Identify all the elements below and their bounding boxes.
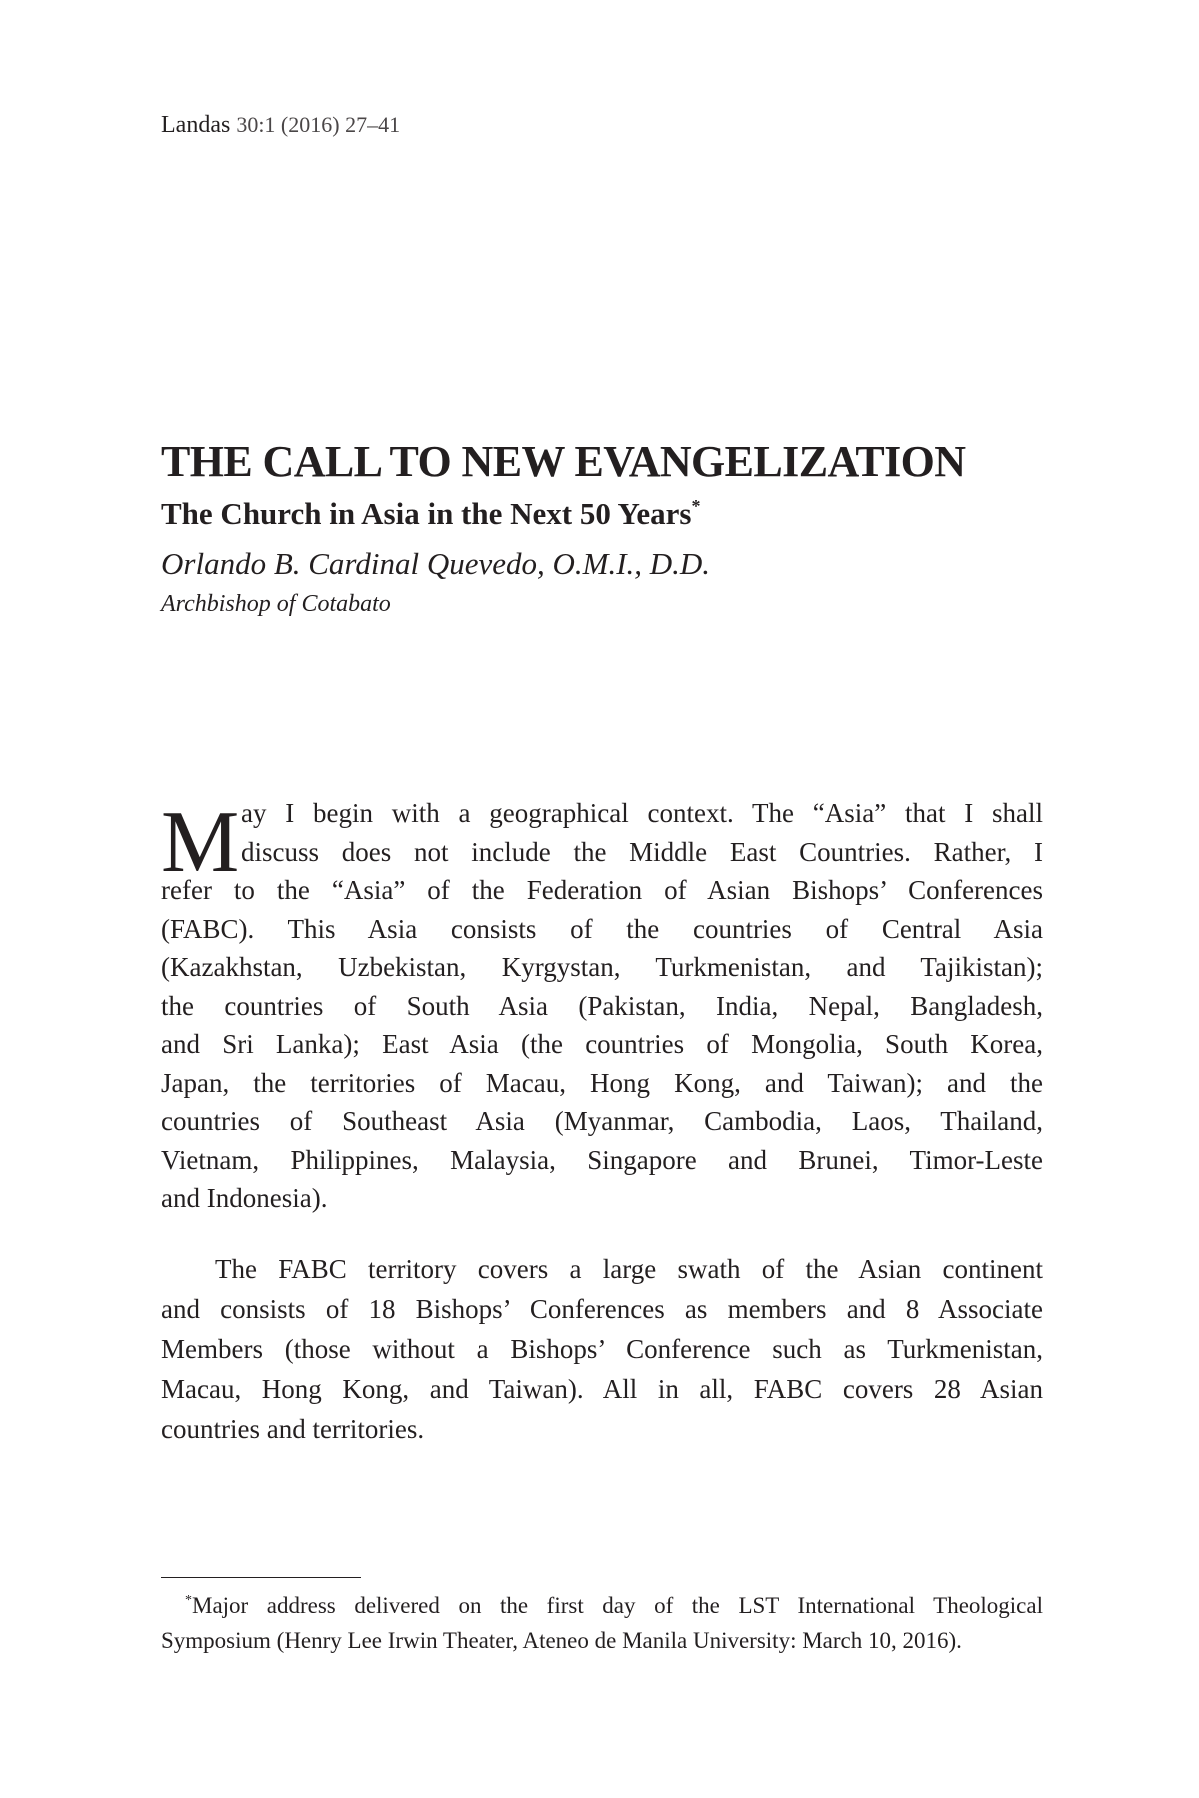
article-title: THE CALL TO NEW EVANGELIZATION xyxy=(161,437,966,486)
author-affiliation: Archbishop of Cotabato xyxy=(161,591,391,617)
footnote-marker: * xyxy=(185,1593,192,1608)
text-line: ay I begin with a geographical context. The “Asia” that I shall xyxy=(241,798,1043,828)
running-header xyxy=(161,110,400,140)
footnote-line: Symposium (Henry Lee Irwin Theater, Ateneo de Manila University: March 10, 2016). xyxy=(161,1628,962,1653)
text-line: and Indonesia). xyxy=(161,1183,328,1213)
text-line: Vietnam, Philippines, Malaysia, Singapore and Brunei, Timor-Leste xyxy=(161,1144,1043,1175)
footnote-line xyxy=(185,1588,1043,1623)
text-line: Macau, Hong Kong, and Taiwan). All in all, FABC covers 28 Asian xyxy=(161,1374,1043,1404)
text-line: Japan, the territories of Macau, Hong Kong, and Taiwan); and the xyxy=(161,1067,1043,1098)
text-line: and Sri Lanka); East Asia (the countries of Mongolia, South Korea, xyxy=(161,1029,1043,1059)
article-subtitle xyxy=(161,494,700,534)
journal-name: Landas xyxy=(161,112,231,138)
text-line: and consists of 18 Bishops’ Conferences as members and 8 Associate xyxy=(161,1294,1043,1324)
footnote-rule xyxy=(161,1577,361,1578)
footnote-text: Major address delivered on the first day of the LST International Theological xyxy=(192,1593,1043,1618)
drop-cap: M xyxy=(161,794,240,891)
text-line: (Kazakhstan, Uzbekistan, Kyrgystan, Turkmenistan, and Tajikistan); xyxy=(161,952,1043,982)
text-line: countries and territories. xyxy=(161,1414,425,1444)
text-line: refer to the “Asia” of the Federation of Asian Bishops’ Conferences xyxy=(161,875,1043,905)
author-name: Orlando B. Cardinal Quevedo, O.M.I., D.D. xyxy=(161,546,711,581)
text-line: The FABC territory covers a large swath of the Asian continent xyxy=(215,1254,1043,1284)
text-line: (FABC). This Asia consists of the countries of Central Asia xyxy=(161,913,1043,944)
text-line: discuss does not include the Middle East Countries. Rather, I xyxy=(241,836,1043,867)
footnote-marker: * xyxy=(691,496,701,516)
journal-citation: 30:1 (2016) 27–41 xyxy=(236,112,401,137)
text-line: countries of Southeast Asia (Myanmar, Cambodia, Laos, Thailand, xyxy=(161,1106,1043,1136)
text-line: Members (those without a Bishops’ Conference such as Turkmenistan, xyxy=(161,1334,1043,1364)
text-line: the countries of South Asia (Pakistan, India, Nepal, Bangladesh, xyxy=(161,990,1043,1021)
subtitle-text: The Church in Asia in the Next 50 Years xyxy=(161,496,692,531)
